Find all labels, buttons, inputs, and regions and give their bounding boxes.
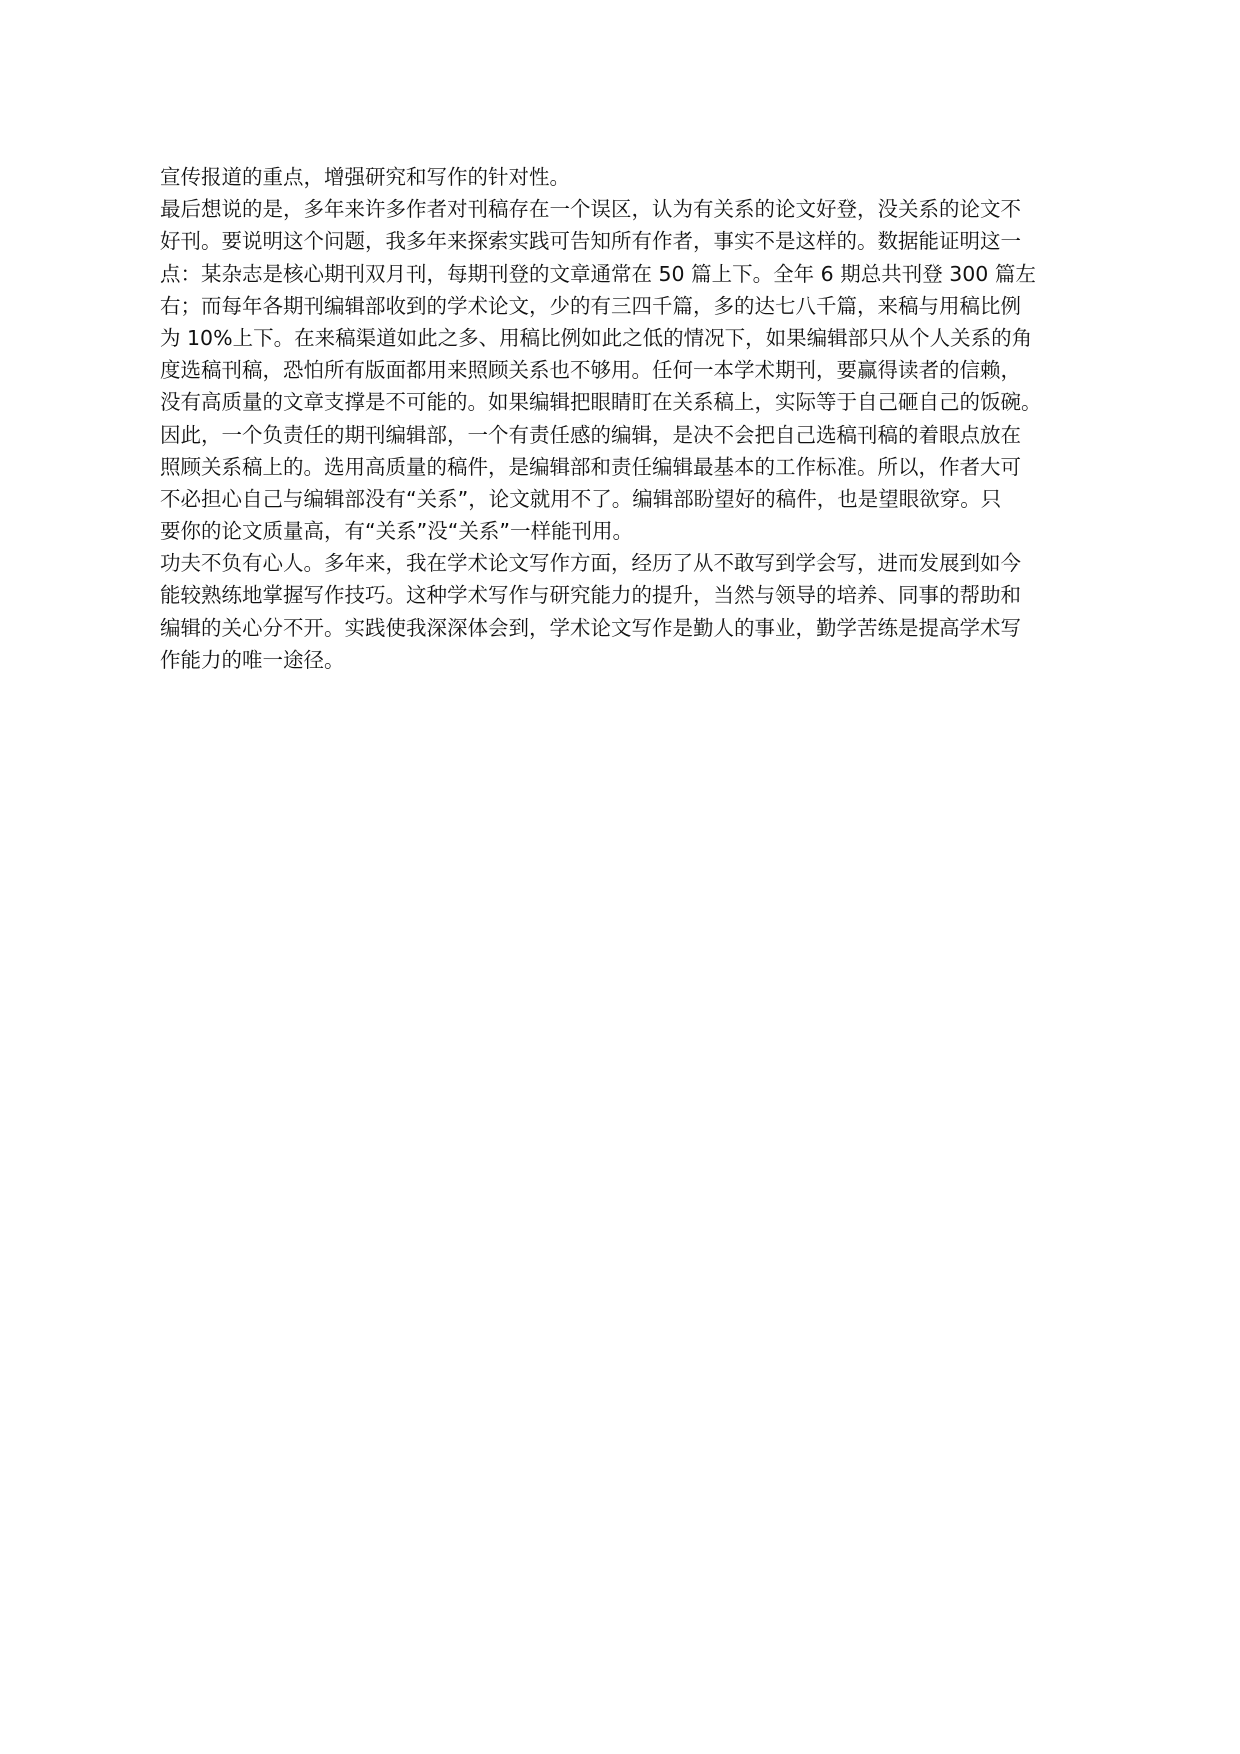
- text-line: 作能力的唯一途径。: [160, 647, 345, 672]
- document-body: [160, 161, 1120, 676]
- text-line: 右；而每年各期刊编辑部收到的学术论文，少的有三四千篇，多的达七八千篇，来稿与用稿比例: [160, 293, 1021, 318]
- text-line: 不必担心自己与编辑部没有“关系”，论文就用不了。编辑部盼望好的稿件，也是望眼欲穿。只: [160, 486, 1002, 511]
- text-line: 好刊。要说明这个问题，我多年来探索实践可告知所有作者，事实不是这样的。数据能证明这一: [160, 229, 1021, 254]
- text-line: 最后想说的是，多年来许多作者对刊稿存在一个误区，认为有关系的论文好登，没关系的论文不: [160, 197, 1021, 222]
- paragraph-2: [160, 193, 1120, 547]
- text-line: 为 10%上下。在来稿渠道如此之多、用稿比例如此之低的情况下，如果编辑部只从个人关系的角: [160, 325, 1033, 350]
- text-line: 照顾关系稿上的。选用高质量的稿件，是编辑部和责任编辑最基本的工作标准。所以，作者大可: [160, 454, 1021, 479]
- text-line: 能较熟练地掌握写作技巧。这种学术写作与研究能力的提升，当然与领导的培养、同事的帮助和: [160, 583, 1021, 608]
- text-line: 要你的论文质量高，有“关系”没“关系”一样能刊用。: [160, 519, 633, 544]
- text-line: 因此，一个负责任的期刊编辑部，一个有责任感的编辑，是决不会把自己选稿刊稿的着眼点放在: [160, 422, 1021, 447]
- paragraph-1: [160, 161, 1120, 193]
- text-line: 度选稿刊稿，恐怕所有版面都用来照顾关系也不够用。任何一本学术期刊，要赢得读者的信赖，: [160, 358, 1021, 383]
- paragraph-3: [160, 547, 1120, 676]
- text-line: 点：某杂志是核心期刊双月刊，每期刊登的文章通常在 50 篇上下。全年 6 期总共刊登 300 篇左: [160, 261, 1036, 286]
- text-line: 编辑的关心分不开。实践使我深深体会到，学术论文写作是勤人的事业，勤学苦练是提高学术写: [160, 615, 1021, 640]
- text-line: 没有高质量的文章支撑是不可能的。如果编辑把眼睛盯在关系稿上，实际等于自己砸自己的饭碗。: [160, 390, 1042, 415]
- text-line: 功夫不负有心人。多年来，我在学术论文写作方面，经历了从不敢写到学会写，进而发展到如今: [160, 551, 1021, 576]
- text-line: 宣传报道的重点，增强研究和写作的针对性。: [160, 165, 570, 189]
